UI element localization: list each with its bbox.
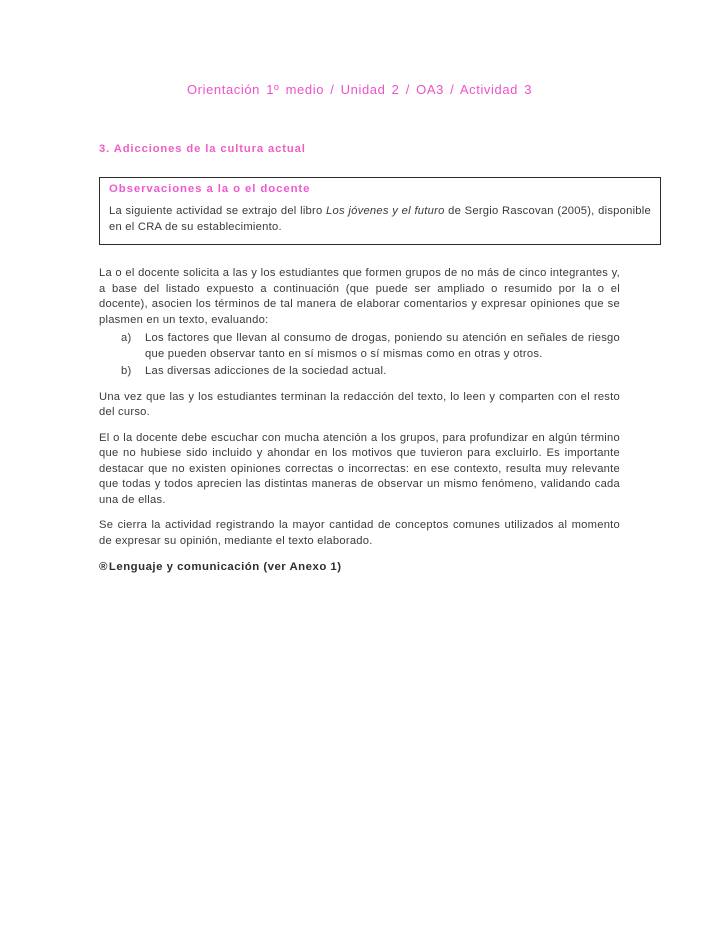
activity-body: [99, 266, 620, 576]
book-title-italic: Los jóvenes y el futuro: [326, 205, 445, 217]
paragraph-closing: Se cierra la actividad registrando la mayor cantidad de conceptos comunes utilizados al momento de expresar su opinión, mediante el texto elaborado.: [99, 519, 620, 547]
list-item-marker: a): [121, 332, 132, 344]
list-item-text: Los factores que llevan al consumo de drogas, poniendo su atención en señales de riesgo que pueden observar tanto en sí mismos o sí mismas como en otras y otros.: [145, 332, 620, 360]
subject-reference: [99, 560, 620, 576]
list-item: [121, 364, 620, 380]
document-title: Orientación 1º medio / Unidad 2 / OA3 / Actividad 3: [186, 82, 533, 97]
list-item-text: Las diversas adicciones de la sociedad actual.: [145, 365, 387, 377]
teacher-observations-box: [99, 177, 661, 245]
paragraph-share-text: Una vez que las y los estudiantes terminan la redacción del texto, lo leen y comparten con el resto del curso.: [99, 390, 620, 418]
observations-text-after: de Sergio Rascovan (2005), disponible en el CRA de su establecimiento.: [109, 205, 651, 233]
intro-paragraph: La o el docente solicita a las y los estudiantes que formen grupos de no más de cinco integrantes y, a base del listado expuesto a continuación (que puede ser ampliado o resumido por la o el docente), asocien los términos de tal manera de elaborar comentarios y expresar opiniones que se plasmen en un texto, evaluando:: [99, 267, 620, 326]
list-item: [121, 331, 620, 362]
evaluation-list: [99, 331, 620, 380]
observations-text-before: La siguiente actividad se extrajo del libro: [109, 205, 327, 217]
paragraph-teacher-listen: El o la docente debe escuchar con mucha atención a los grupos, para profundizar en algún término que no hubiese sido incluido y ahondar en los motivos que tuvieron para excluirlo. Es importante destacar que no existen opiniones correctas o incorrectas: en ese contexto, resulta muy relevante que todas y todos aprecien las distintas maneras de observar un mismo fenómeno, validando cada una de ellas.: [99, 431, 620, 506]
section-title: 3. Adicciones de la cultura actual: [99, 143, 306, 155]
subject-reference-label: Lenguaje y comunicación (ver Anexo 1): [108, 561, 342, 573]
observations-box-text: [109, 203, 651, 235]
registered-symbol-icon: ®: [99, 561, 108, 573]
list-item-marker: b): [121, 365, 132, 377]
observations-box-header: Observaciones a la o el docente: [109, 183, 311, 195]
